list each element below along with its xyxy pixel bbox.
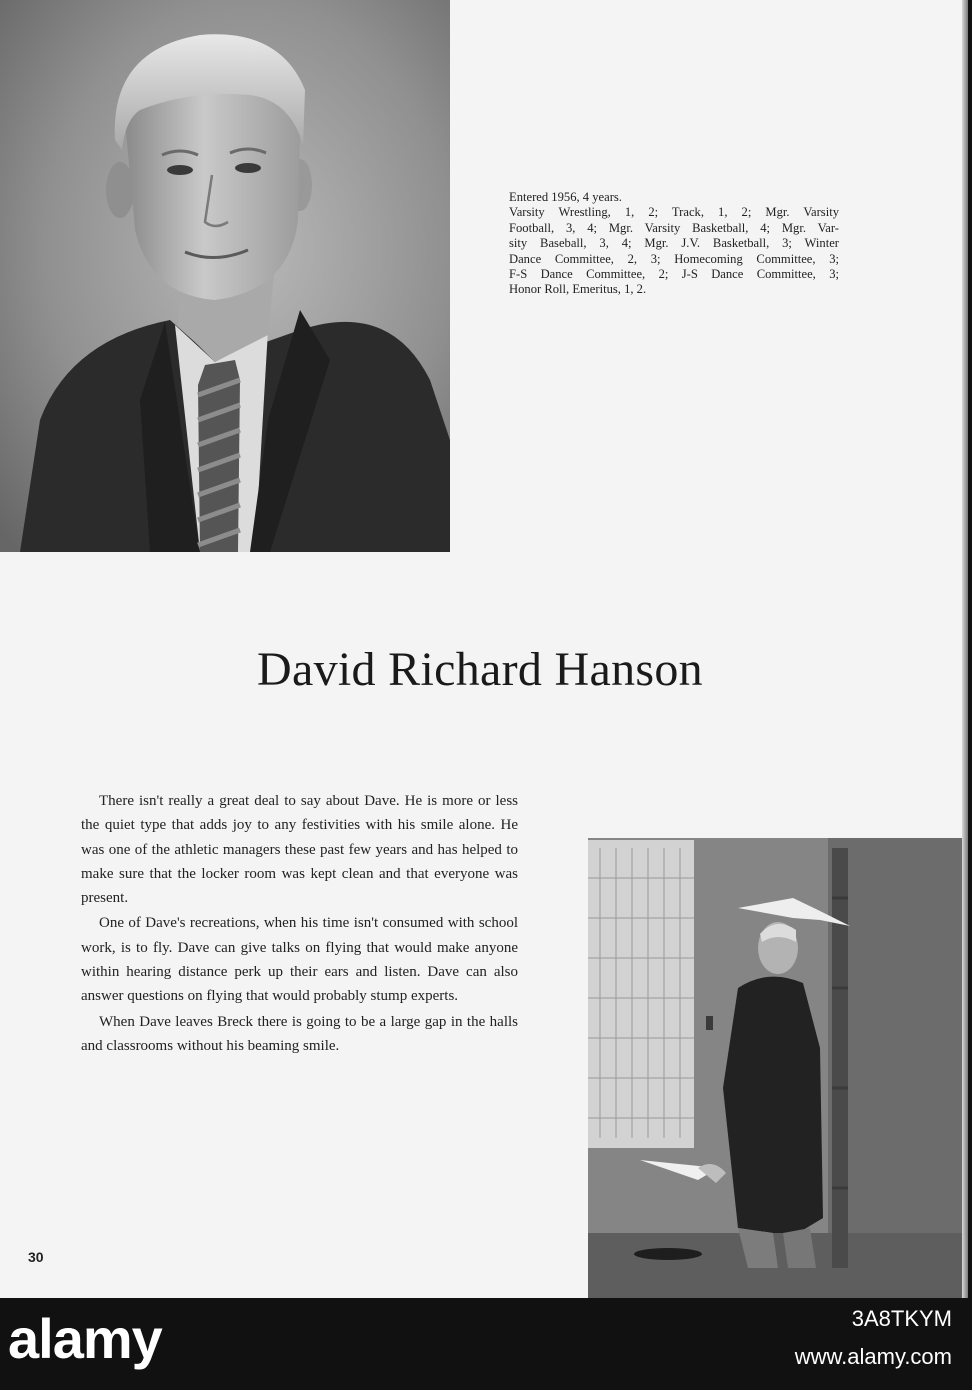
biography-paragraph: One of Dave's recreations, when his time isn't consumed with school work, is to fly. Dave can give talks on flying that would make anyone within hearing distance perk up their ears and listen. Dave can also answer questions on flying that would probably stump experts.: [81, 915, 518, 1005]
candid-illustration: [588, 838, 968, 1298]
activities-line: Varsity Wrestling, 1, 2; Track, 1, 2; Mgr. Varsity: [509, 205, 839, 220]
activities-line: sity Baseball, 3, 4; Mgr. J.V. Basketball, 3; Winter: [509, 236, 839, 251]
activities-line: Dance Committee, 2, 3; Homecoming Committee, 3;: [509, 251, 839, 266]
stock-url-link[interactable]: www.alamy.com: [794, 1344, 952, 1369]
senior-portrait-photo: [0, 0, 450, 552]
activities-line: Football, 3, 4; Mgr. Varsity Basketball, 4; Mgr. Var-: [509, 220, 839, 235]
activities-line: F-S Dance Committee, 2; J-S Dance Committee, 3;: [509, 267, 839, 282]
page-number: 30: [28, 1249, 44, 1265]
activities-line: Honor Roll, Emeritus, 1, 2.: [509, 282, 647, 297]
biography-paragraph: There isn't really a great deal to say about Dave. He is more or less the quiet type that adds joy to any festivities with his smile alone. He was one of the athletic managers these past few years and has helped to make sure that the locker room was kept clean and that everyone was present.: [81, 793, 518, 907]
page-spine-shadow: [962, 0, 968, 1298]
candid-photo-paper-airplane: [588, 838, 968, 1298]
portrait-illustration: [0, 0, 450, 552]
stock-logo: alamy: [8, 1307, 162, 1370]
activities-line: Entered 1956, 4 years.: [509, 190, 622, 204]
activities-list: [509, 190, 839, 298]
biography-text: [81, 789, 518, 1059]
student-name-heading: David Richard Hanson: [257, 643, 703, 696]
stock-image-id: 3A8TKYM: [851, 1306, 952, 1331]
biography-paragraph: When Dave leaves Breck there is going to be a large gap in the halls and classrooms without his beaming smile.: [81, 1013, 518, 1054]
